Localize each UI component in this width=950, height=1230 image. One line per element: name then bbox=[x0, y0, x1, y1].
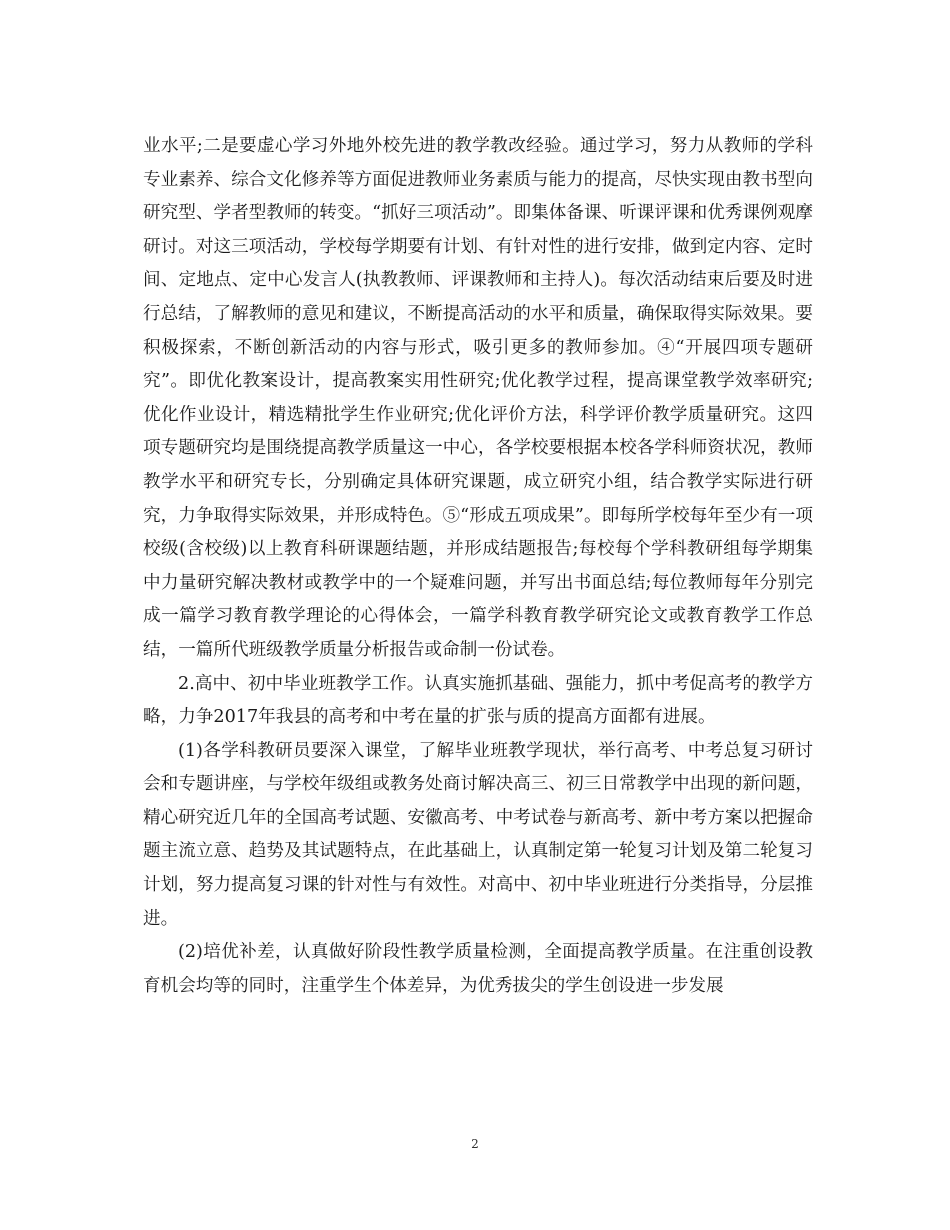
page-number: 2 bbox=[471, 1137, 479, 1151]
paragraph-item-2: (2)培优补差，认真做好阶段性教学质量检测，全面提高教学质量。在注重创设教育机会均等的同时，注重学生个体差异，为优秀拔尖的学生创设进一步发展 bbox=[143, 942, 813, 996]
paragraph-graduating-classes: 2.高中、初中毕业班教学工作。认真实施抓基础、强能力，抓中考促高考的教学方略，力争2017年我县的高考和中考在量的扩张与质的提高方面都有进展。 bbox=[143, 673, 813, 728]
paragraph-continuation: 业水平;二是要虚心学习外地外校先进的教学教改经验。通过学习，努力从教师的学科专业素养、综合文化修养等方面促进教师业务素质与能力的提高，尽快实现由教书型向研究型、学者型教师的转变。“抓好三项活动”。即集体备课、听课评课和优秀课例观摩研讨。对这三项活动，学校每学期要有计划、有针对性的进行安排，做到定内容、定时间、定地点、定中心发言人(执教教师、评课教师和主持人)。每次活动结束后要及时进行总结，了解教师的意见和建议，不断提高活动的水平和质量，确保取得实际效果。要积极探索，不断创新活动的内容与形式，吸引更多的教师参加。④“开展四项专题研究”。即优化教案设计，提高教案实用性研究;优化教学过程，提高课堂教学效率研究;优化作业设计，精选精批学生作业研究;优化评价方法，科学评价教学质量研究。这四项专题研究均是围绕提高教学质量这一中心，各学校要根据本校各学科师资状况，教师教学水平和研究专长，分别确定具体研究课题，成立研究小组，结合教学实际进行研究，力争取得实际效果，并形成特色。⑤“形成五项成果”。即每所学校每年至少有一项校级(含校级)以上教育科研课题结题，并形成结题报告;每校每个学科教研组每学期集中力量研究解决教材或教学中的一个疑难问题，并写出书面总结;每位教师每年分别完成一篇学习教育教学理论的心得体会，一篇学科教育教学研究论文或教育教学工作总结，一篇所代班级教学质量分析报告或命制一份试卷。 bbox=[143, 136, 813, 660]
paragraph-item-1: (1)各学科教研员要深入课堂，了解毕业班教学现状，举行高考、中考总复习研讨会和专题讲座，与学校年级组或教务处商讨解决高三、初三日常教学中出现的新问题，精心研究近几年的全国高考试题、安徽高考、中考试卷与新高考、新中考方案以把握命题主流立意、趋势及其试题特点，在此基础上，认真制定第一轮复习计划及第二轮复习计划，努力提高复习课的针对性与有效性。对高中、初中毕业班进行分类指导，分层推进。 bbox=[143, 740, 813, 929]
document-body bbox=[143, 130, 813, 1003]
